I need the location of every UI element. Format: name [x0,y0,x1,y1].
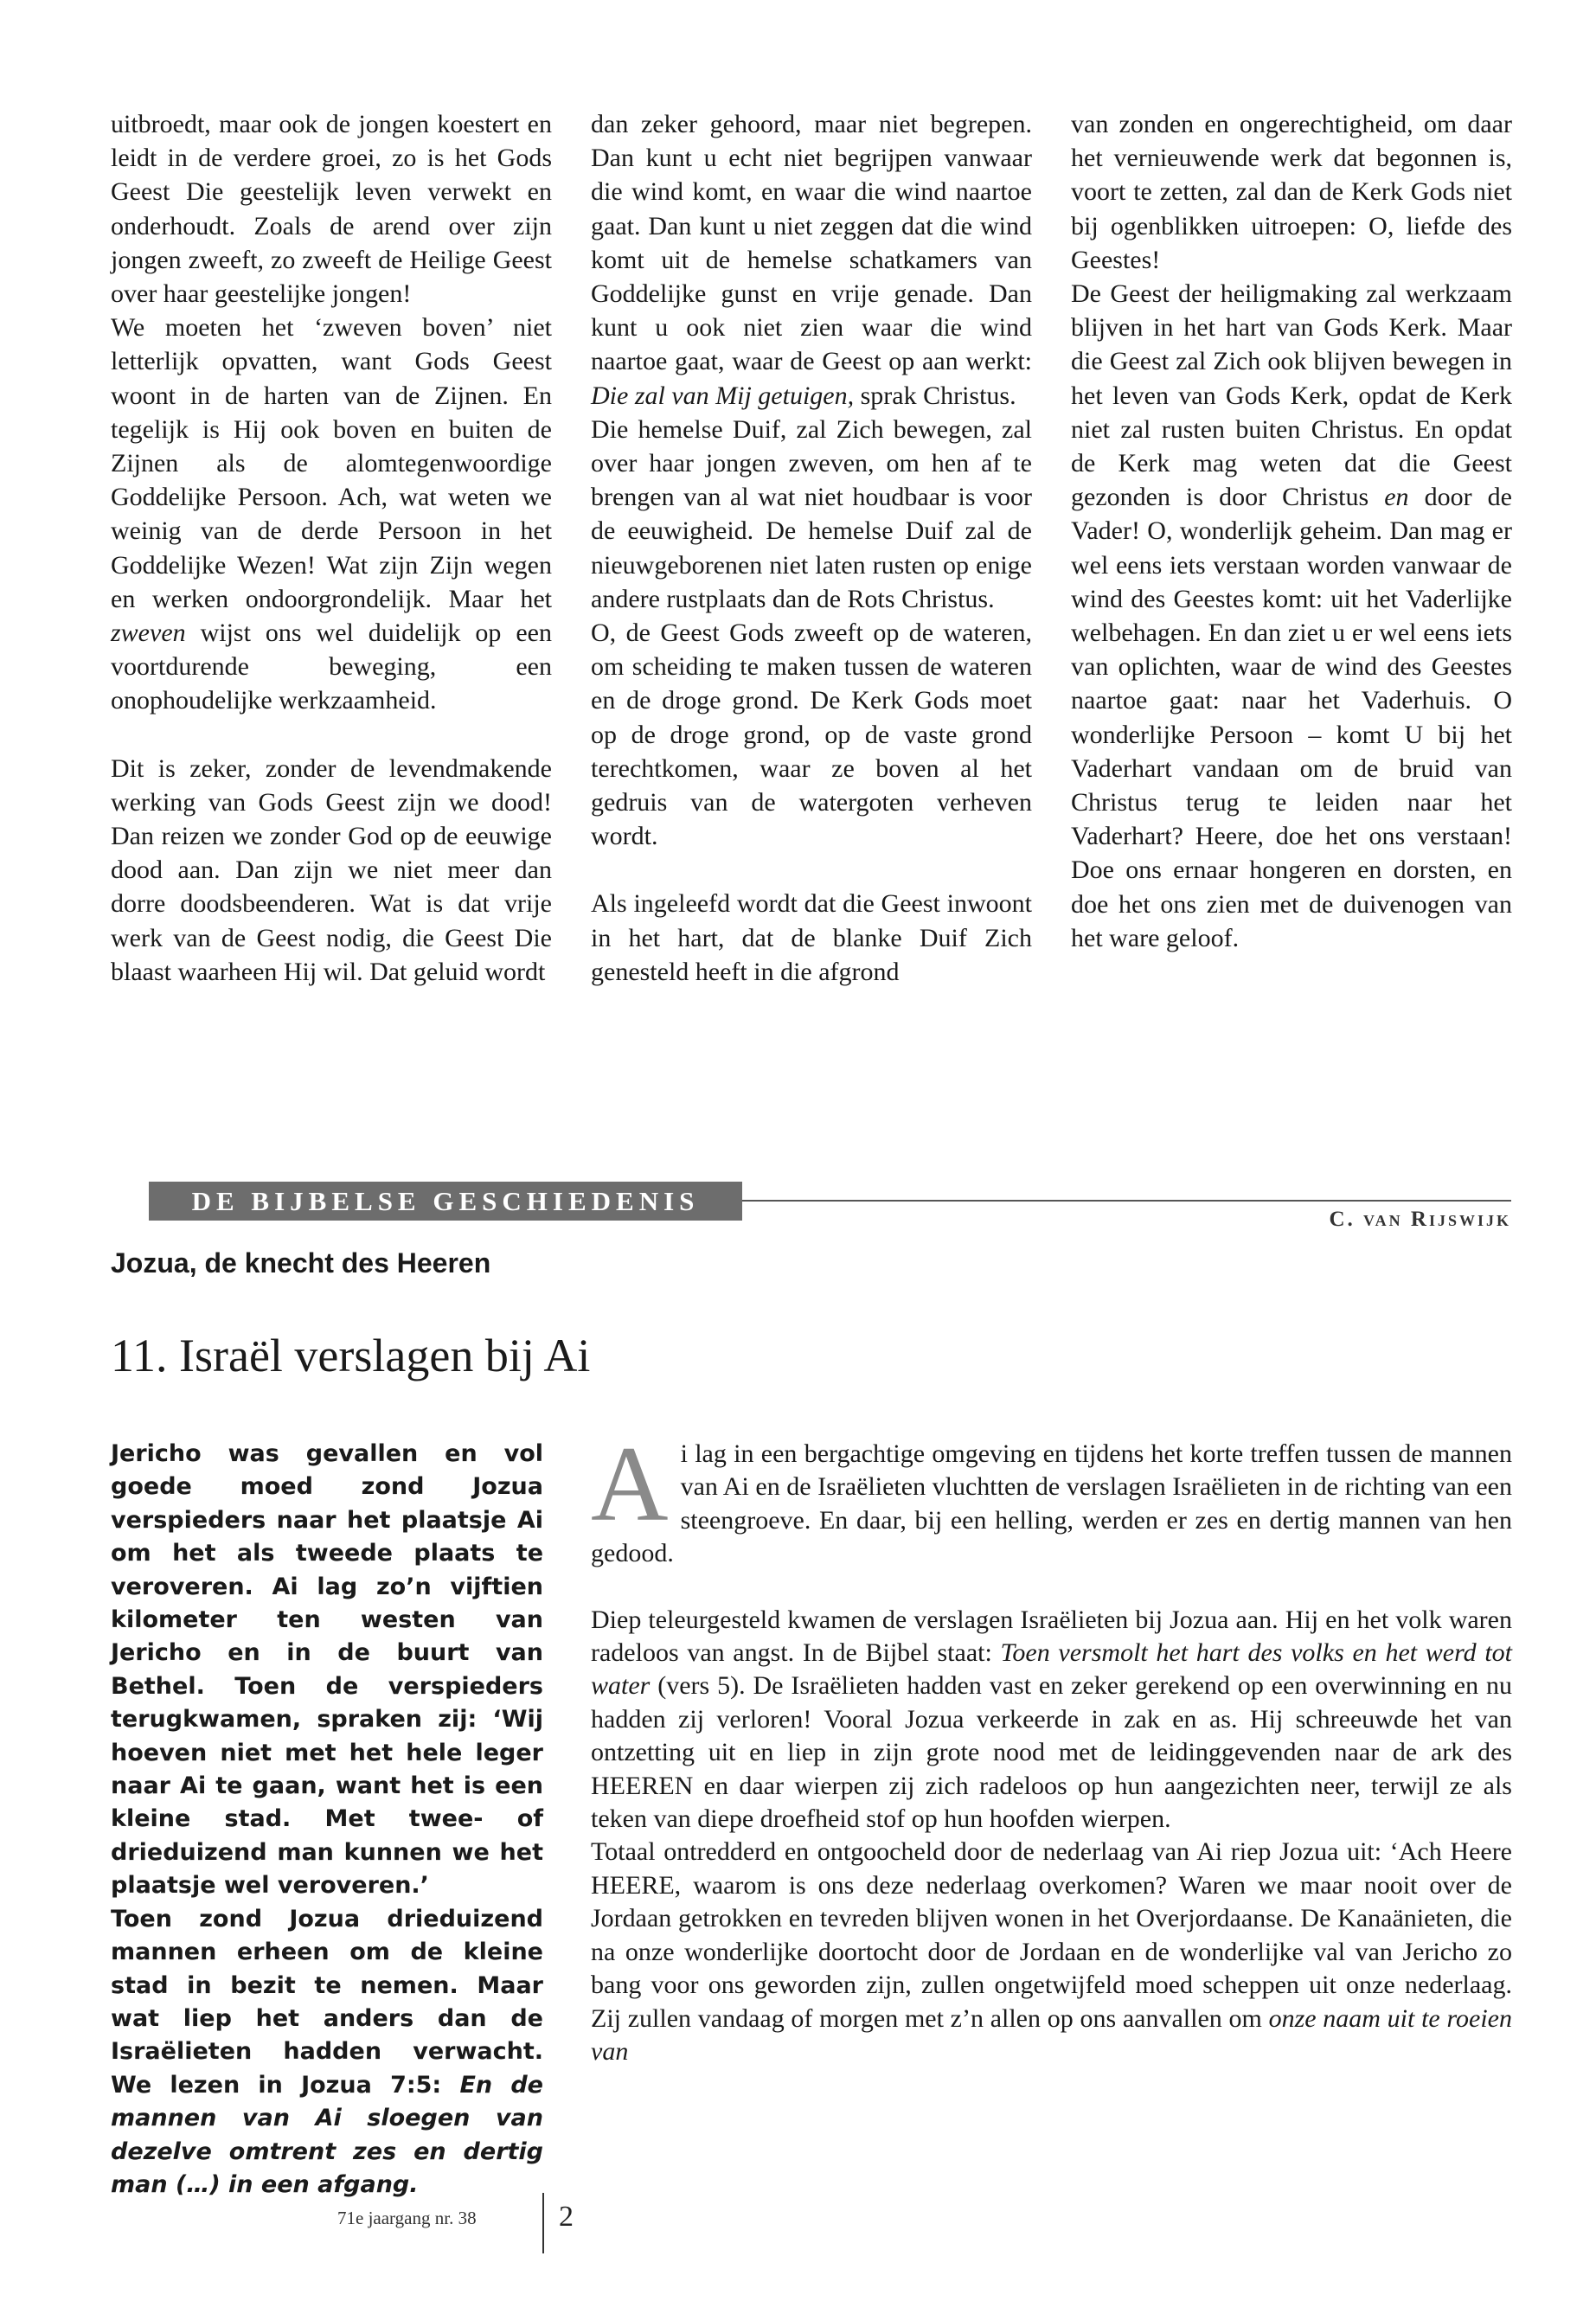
main-paragraph-2: Diep teleurgesteld kwamen de verslagen Israëlieten bij Jozua aan. Hij en het volk waren radeloos van angst. In de Bijbel staat: Toen versmolt het hart des volks en het werd tot water (vers 5). De Israëlieten hadden vast en zeker gerekend op een overwinning en nu hadden zij verloren! Vooral Jozua verkeerde in zak en as. Hij schreeuwde het van ontzetting uit en liep in zijn grote nood met de leidinggevenden naar de ark des HEEREN en daar wierpen zij zich radeloos op hun aangezichten neer, terwijl ze als teken van diepe droefheid stof op hun hoofden wierpen. [591,1605,1513,1834]
article-body [591,1425,1513,2068]
page-number: 2 [559,2201,574,2233]
col3-paragraph-1: van zonden en ongerechtigheid, om daar het vernieuwende werk dat begonnen is, voort te zetten, zal dan de Kerk Gods niet bij ogenblikken uitroepen: O, liefde des Geestes! [1071,110,1512,274]
drop-cap: A [591,1425,669,1543]
intro-paragraph-1: Jericho was gevallen en vol goede moed zond Jozua verspieders naar het plaatsje Ai om het als tweede plaats te veroveren. Ai lag zo’n vijftien kilometer ten westen van Jericho en in de buurt van Bethel. Toen de verspieders terugkwamen, spraken zij: ‘Wij hoeven niet met het hele leger naar Ai te gaan, want het is een kleine stad. Met twee- of drieduizend man kunnen we het plaatsje wel veroveren.’ [111,1440,543,1900]
column-2 [591,107,1032,989]
footer-divider [542,2193,544,2253]
column-1 [111,107,552,989]
intro-column [111,1438,543,2202]
col1-paragraph-3: Dit is zeker, zonder de levendmakende werking van Gods Geest zijn we dood! Dan reizen we zonder God op de eeuwige dood aan. Dan zijn we niet meer dan dorre doodsbeenderen. Wat is dat vrije werk van de Geest nodig, die Geest Die blaast waarheen Hij wil. Dat geluid wordt [111,753,552,986]
section-banner: DE BIJBELSE GESCHIEDENIS [149,1182,742,1221]
author-name: C. van Rijswijk [1329,1208,1511,1231]
col3-paragraph-2: De Geest der heiligmaking zal werkzaam blijven in het hart van Gods Kerk. Maar die Geest zal Zich ook blijven bewegen in het leven van Gods Kerk, opdat de Kerk niet zal rusten buiten Christus. En opdat de Kerk mag weten dat die Geest gezonden is door Christus en door de Vader! O, wonderlijk geheim. Dan mag er wel eens iets verstaan worden vanwaar de wind des Geestes komt: uit het Vaderlijke welbehagen. En dan ziet u er wel eens iets van oplichten, waar de wind des Geestes naartoe gaat: naar het Vaderhuis. O wonderlijke Persoon – komt U bij het Vaderhart vandaan om de bruid van Christus terug te leiden naar het Vaderhart? Heere, doe het ons verstaan! Doe ons ernaar hongeren en dorsten, en doe het ons zien met de duivenogen van het ware geloof. [1071,279,1512,952]
col1-paragraph-2: We moeten het ‘zweven boven’ niet letterlijk opvatten, want Gods Geest woont in de harten van de Zijnen. En tegelijk is Hij ook boven en buiten de Zijnen als de alomtegenwoordige Goddelijke Persoon. Ach, wat weten we weinig van de derde Persoon in het Goddelijke Wezen! Wat zijn Zijn wegen en werken ondoorgrondelijk. Maar het zweven wijst ons wel duidelijk op een voortdurende beweging, een onophoudelijke werkzaamheid. [111,313,552,715]
intro-paragraph-2: Toen zond Jozua drieduizend mannen erheen om de kleine stad in bezit te nemen. Maar wat liep het anders dan de Israëlieten hadden verwacht. We lezen in Jozua 7:5: En de mannen van Ai sloegen van dezelve omtrent zes en dertig man (…) in een afgang. [111,1905,543,2198]
col2-paragraph-1: dan zeker gehoord, maar niet begrepen. Dan kunt u echt niet begrijpen vanwaar die wind komt, en waar die wind naartoe gaat. Dan kunt u niet zeggen dat die wind komt uit de hemelse schatkamers van Goddelijke gunst en vrije genade. Dan kunt u ook niet zien waar die wind naartoe gaat, waar de Geest op aan werkt: Die zal van Mij getuigen, sprak Christus. [591,110,1032,410]
col2-paragraph-3: O, de Geest Gods zweeft op de wateren, om scheiding te maken tussen de wateren en de droge grond. De Kerk Gods moet op de droge grond, op de vaste grond terechtkomen, waar ze boven al het gedruis van de watergoten verheven wordt. [591,619,1032,851]
intro-quote: En de mannen van Ai sloegen van dezelve omtrent zes en dertig man (…) in een afgang. [111,2071,543,2198]
series-title: Jozua, de knecht des Heeren [111,1247,491,1279]
article-title: 11. Israël verslagen bij Ai [111,1330,591,1381]
col2-paragraph-4: Als ingeleefd wordt dat die Geest inwoont in het hart, dat de blanke Duif Zich genesteld heeft in die afgrond [591,889,1032,986]
col2-paragraph-2: Die hemelse Duif, zal Zich bewegen, zal over haar jongen zweven, om hen af te brengen van al wat niet houdbaar is voor de eeuwigheid. De hemelse Duif zal de nieuwgeborenen niet laten rusten op enige andere rustplaats dan de Rots Christus. [591,414,1032,613]
main-paragraph-3: Totaal ontredderd en ontgoocheld door de nederlaag van Ai riep Jozua uit: ‘Ach Heere HEERE, waarom is ons deze nederlaag overkomen? Waren we maar nooit over de Jordaan getrokken en tevreden blijven wonen in het Overjordaanse. De Kanaänieten, die na onze wonderlijke doortocht door de Jordaan en de wonderlijke val van Jericho zo bang voor ons geworden zijn, zullen ongetwijfeld moed scheppen uit onze nederlaag. Zij zullen vandaag of morgen met z’n allen op ons aanvallen om onze naam uit te roeien van [591,1837,1512,2066]
column-3 [1071,107,1512,955]
issue-number: 71e jaargang nr. 38 [337,2208,477,2228]
col1-paragraph-1: uitbroedt, maar ook de jongen koestert en leidt in de verdere groei, zo is het Gods Geest Die geestelijk leven verwekt en onderhoudt. Zoals de arend over zijn jongen zweeft, zo zweeft de Heilige Geest over haar geestelijke jongen! [111,110,552,309]
main-paragraph-1: Ai lag in een bergachtige omgeving en tijdens het korte treffen tussen de mannen van Ai en de Israëlieten vluchtten de verslagen Israëlieten in de richting van een steengroeve. En daar, bij een helling, werden er zes en dertig mannen van hen gedood. [591,1425,1512,1568]
